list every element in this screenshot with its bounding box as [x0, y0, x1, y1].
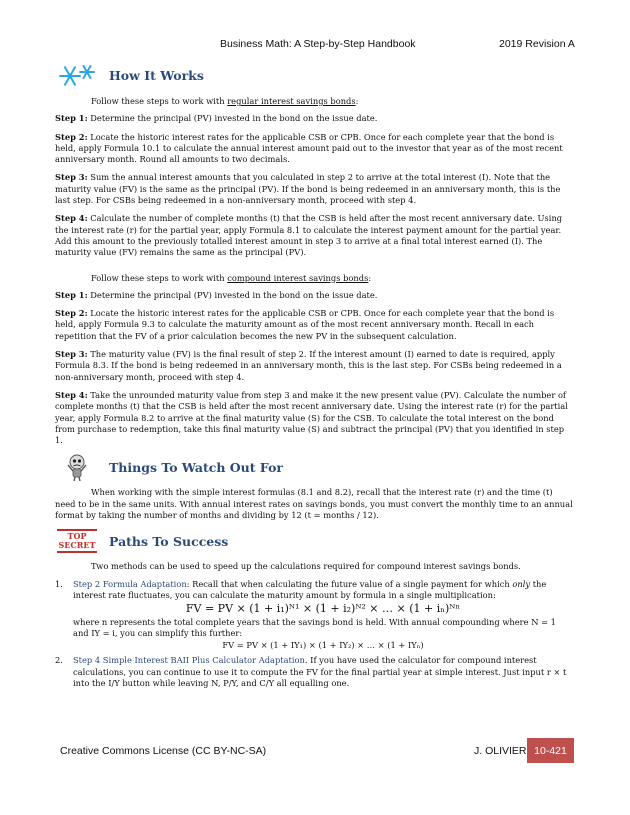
paths-heading: [55, 527, 573, 555]
compound-step-3: [55, 349, 573, 383]
step-label: Step 3:: [55, 172, 88, 183]
page-content: [55, 62, 573, 693]
watch-out-heading: [55, 453, 573, 481]
watch-out-title: Things To Watch Out For: [109, 459, 284, 475]
step-text: Determine the principal (PV) invested in the bond on the issue date.: [87, 113, 378, 124]
top-secret-icon: [55, 527, 99, 555]
path-item-title: Step 4 Simple Interest BAII Plus Calculator Adaptation: [73, 655, 305, 666]
regular-step-1: [55, 113, 573, 124]
path-item-number: 2.: [55, 655, 63, 666]
path-item-text: the interest rate fluctuates, you can calculate the maturity amount by formula in a single multiplication:: [73, 578, 547, 600]
step-text: Locate the historic interest rates for the applicable CSB or CPB. Once for each complete year that the bond is held, apply Formula 10.1 to calculate the annual interest amount paid out to the investor that year as of the most recent anniversary month. Round all amounts to two decimals.: [55, 131, 563, 165]
compound-step-4: [55, 390, 573, 446]
compound-intro: [55, 273, 573, 284]
regular-step-4: [55, 213, 573, 258]
snowflake-icon: [55, 62, 99, 90]
regular-intro-prefix: Follow these steps to work with: [91, 96, 228, 106]
step-label: Step 2:: [55, 131, 88, 142]
regular-step-3: [55, 172, 573, 206]
path-item-2: [55, 655, 573, 689]
header-revision: 2019 Revision A: [499, 38, 575, 50]
how-it-works-title: How It Works: [109, 68, 204, 84]
step-label: Step 1:: [55, 113, 88, 124]
step-label: Step 3:: [55, 349, 88, 360]
step-text: Take the unrounded maturity value from step 3 and make it the new present value (PV). Calculate the number of complete months (t) that the CSB is held after the most recent anniversary date. Using the interest rate (r) for the partial year, apply Formula 8.2 to arrive at the final maturity value (S) for the CSB. To calculate the total interest on the bond from purchase to redemption, take this final maturity value (S) and subtract the principal (PV) that you identified in step 1.: [55, 389, 568, 446]
step-text: Calculate the number of complete months (t) that the CSB is held after the most recent anniversary date. Using the interest rate (r) for the partial year, apply Formula 8.1 to calculate the interest payment amount for the partial year. Add this amount to the previously totalled interest amount in step 3 to arrive at a final total interest earned (I). The maturity value (FV) remains the same as the principal (PV).: [55, 213, 563, 258]
paths-list: [55, 579, 573, 690]
page-number-badge: 10-421: [527, 738, 574, 763]
worried-figure-icon: [55, 453, 99, 481]
regular-step-2: [55, 132, 573, 166]
path-item-1: [55, 579, 573, 652]
step-text: Locate the historic interest rates for the applicable CSB or CPB. Once for each complete year that the bond is held, apply Formula 9.3 to calculate the maturity amount as of the most recent anniversary month. Recall in each repetition that the FV of a prior calculation becomes the new PV in the subsequent calculation.: [55, 308, 555, 341]
compound-intro-suffix: :: [368, 272, 372, 283]
compound-step-1: [55, 290, 573, 301]
paths-intro: Two methods can be used to speed up the calculations required for compound interest savings bonds.: [91, 561, 521, 572]
path-item-emphasis: only: [512, 578, 531, 589]
path-item-title: Step 2 Formula Adaptation: [73, 578, 187, 589]
footer-license: Creative Commons License (CC BY-NC-SA): [60, 745, 267, 757]
compound-intro-prefix: Follow these steps to work with: [91, 272, 228, 283]
header-book-title: Business Math: A Step-by-Step Handbook: [220, 38, 416, 50]
step-text: Determine the principal (PV) invested in the bond on the issue date.: [87, 289, 378, 300]
badge-line-1: TOP: [67, 531, 87, 542]
path-item-number: 1.: [55, 578, 63, 589]
paths-title: Paths To Success: [109, 533, 229, 549]
regular-intro-link: regular interest savings bonds: [227, 96, 356, 106]
step-label: Step 4:: [55, 389, 88, 400]
formula-main: FV = PV × (1 + i₁)ᴺ¹ × (1 + i₂)ᴺ² × … × (1 + iₙ)ᴺⁿ: [185, 602, 461, 616]
step-label: Step 4:: [55, 213, 88, 224]
badge-line-2: SECRET: [58, 540, 96, 551]
regular-intro: [55, 96, 573, 107]
watch-out-text: When working with the simple interest formulas (8.1 and 8.2), recall that the interest rate (r) and the time (t) need to be in the same units. With annual interest rates on savings bonds, you must convert the monthly time to an annual format by taking the number of months and dividing by 12 (t = months / 12).: [55, 487, 573, 521]
how-it-works-heading: [55, 62, 573, 90]
compound-intro-link: compound interest savings bonds: [227, 272, 369, 283]
path-item-text: : Recall that when calculating the future value of a single payment for which: [186, 578, 513, 589]
step-label: Step 2:: [55, 308, 88, 319]
step-text: The maturity value (FV) is the final result of step 2. If the interest amount (I) earned to date is required, apply Formula 8.3. If the bond is being redeemed in an anniversary month, this is the last step. For CSBs being redeemed in a non-anniversary month, proceed with step 4.: [55, 349, 562, 382]
step-text: Sum the annual interest amounts that you calculated in step 2 to arrive at the total interest (I). Note that the maturity value (FV) is the same as the principal (PV). If the bond is being redeemed in an anniversary month, this is the last step. For CSBs being redeemed in a non-anniversary month, proceed with step 4.: [55, 172, 561, 206]
formula-note: where n represents the total complete years that the savings bond is held. With annual compounding where N = 1 and IY = i, you can simplify this further:: [73, 616, 556, 638]
compound-step-2: [55, 308, 573, 342]
path-item-text: . If you have used the calculator for compound interest calculations, you can continue to use it to compute the FV for the final partial year at simple interest. Just input r × t into the I/Y button while leaving N, P/Y, and C/Y all equalling one.: [73, 655, 567, 688]
formula-simplified: FV = PV × (1 + IY₁) × (1 + IY₂) × … × (1 + IYₙ): [222, 640, 424, 651]
footer-author: J. OLIVIER: [474, 745, 527, 757]
regular-intro-suffix: :: [355, 96, 359, 106]
step-label: Step 1:: [55, 289, 88, 300]
